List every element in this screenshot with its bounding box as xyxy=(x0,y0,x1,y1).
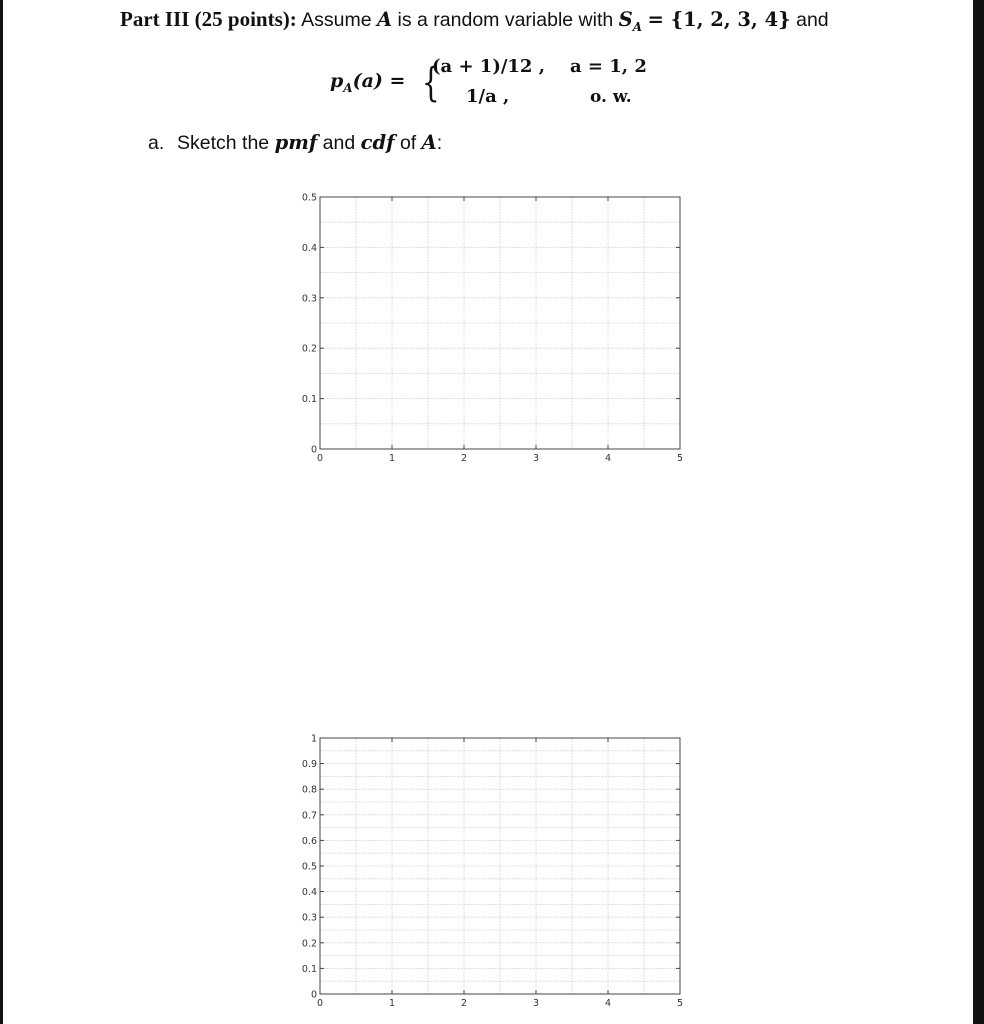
question-text-1: Sketch the xyxy=(177,132,270,154)
pmf-chart[interactable] xyxy=(288,188,698,470)
question-letter: a. xyxy=(148,132,165,154)
y-tick-label: 0.8 xyxy=(301,784,317,796)
y-tick-label: 0.3 xyxy=(301,293,317,305)
question-term-cdf: cdf xyxy=(360,131,395,154)
formula-lhs-subscript: A xyxy=(343,80,353,95)
cdf-chart[interactable] xyxy=(288,728,698,1016)
question-a xyxy=(148,131,442,155)
x-tick-label: 0 xyxy=(316,453,324,464)
y-tick-label: 0.6 xyxy=(301,835,317,847)
x-tick-label: 2 xyxy=(460,998,468,1009)
formula-brace: { xyxy=(421,60,440,106)
y-tick-label: 0.4 xyxy=(301,242,317,254)
left-border xyxy=(0,0,3,1024)
y-tick-label: 1 xyxy=(310,733,317,745)
part-label: Part III (25 points): xyxy=(120,7,297,31)
y-tick-label: 0.2 xyxy=(301,938,317,950)
x-tick-label: 5 xyxy=(676,453,684,464)
y-tick-label: 0 xyxy=(310,444,317,456)
y-tick-label: 0.4 xyxy=(301,887,317,899)
y-tick-label: 0.7 xyxy=(301,810,317,822)
question-variable: A xyxy=(421,131,437,154)
sample-space-symbol: S xyxy=(618,8,633,31)
y-tick-label: 0.1 xyxy=(301,963,317,975)
y-tick-label: 0.9 xyxy=(301,759,317,771)
formula-case-1-expr: (a + 1)/12 , xyxy=(432,56,545,77)
intro-text-2: is a random variable with xyxy=(397,9,614,31)
question-term-pmf: pmf xyxy=(274,131,318,154)
right-border xyxy=(973,0,984,1024)
pmf-formula xyxy=(330,54,690,114)
formula-lhs xyxy=(330,70,405,95)
formula-lhs-argument: (a) = xyxy=(352,70,406,92)
y-tick-label: 0.2 xyxy=(301,343,317,355)
x-tick-label: 3 xyxy=(532,453,540,464)
x-tick-label: 3 xyxy=(532,998,540,1009)
x-tick-label: 2 xyxy=(460,453,468,464)
x-tick-label: 5 xyxy=(676,998,684,1009)
question-text-3: of xyxy=(399,132,417,154)
problem-statement xyxy=(120,6,829,40)
question-text-2: and xyxy=(322,132,356,154)
x-tick-label: 1 xyxy=(388,998,396,1009)
y-tick-label: 0.3 xyxy=(301,912,317,924)
x-tick-label: 4 xyxy=(604,453,612,464)
y-tick-label: 0.5 xyxy=(301,861,317,873)
formula-lhs-symbol: p xyxy=(330,70,344,92)
sample-space-value: = {1, 2, 3, 4} xyxy=(647,8,791,31)
x-tick-label: 0 xyxy=(316,998,324,1009)
sample-space-subscript: A xyxy=(632,19,643,34)
x-tick-label: 1 xyxy=(388,453,396,464)
heading-trailing-text: and xyxy=(796,9,829,31)
variable-name: A xyxy=(376,8,393,31)
y-tick-label: 0.1 xyxy=(301,394,317,406)
x-tick-label: 4 xyxy=(604,998,612,1009)
formula-case-2-expr: 1/a , xyxy=(466,86,510,107)
question-text-4: : xyxy=(436,132,443,154)
y-tick-label: 0 xyxy=(310,989,317,1001)
formula-case-1-condition: a = 1, 2 xyxy=(570,56,647,77)
formula-case-2-condition: o. w. xyxy=(590,87,632,107)
intro-text: Assume xyxy=(301,9,372,31)
y-tick-label: 0.5 xyxy=(301,192,317,204)
